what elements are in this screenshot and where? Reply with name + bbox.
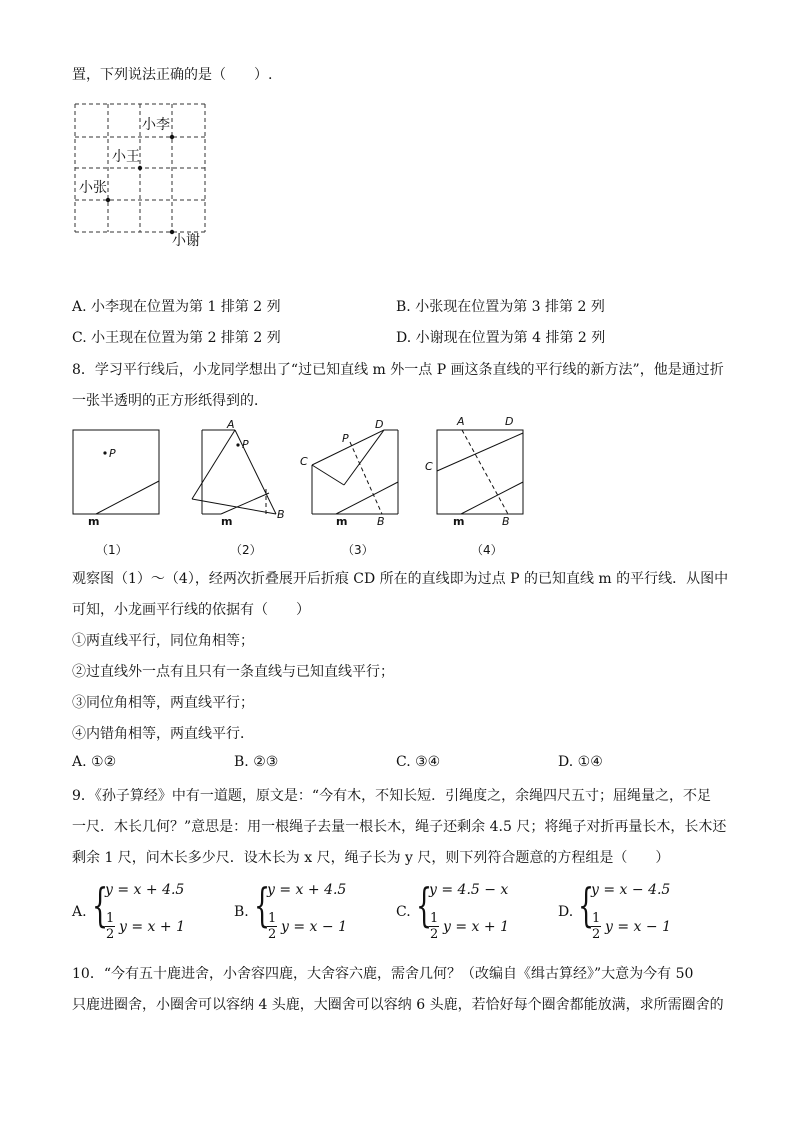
q9-option-d[interactable]: D. { y = x − 4.5 $\frac{1}{2}$ y = x − 1 <box>558 878 671 942</box>
q7-seating-grid <box>70 98 220 258</box>
label-wang: 小王 <box>112 149 140 165</box>
zhang-dot <box>106 198 110 202</box>
fig4-square <box>437 430 523 514</box>
fig1-label-m: m <box>88 515 100 528</box>
fig1-square <box>73 430 159 514</box>
fig3-label-b: B <box>377 515 385 528</box>
q7-option-c[interactable]: C. 小王现在位置为第 2 排第 2 列 <box>72 330 281 346</box>
q8-line3: 观察图（1）～（4），经两次折叠展开后折痕 CD 所在的直线即为过点 P 的已知直线 m 的平行线．从图中 <box>72 571 729 587</box>
q10-line2: 只鹿进圈舍，小圈舍可以容纳 4 头鹿，大圈舍可以容纳 6 头鹿，若恰好每个圈舍都能放满，求所需圈舍的 <box>72 997 724 1013</box>
q10-line1: 10．“今有五十鹿进舍，小舍容四鹿，大舍容六鹿，需舍几何？（改编自《缉古算经》”大意为今有 50 <box>72 966 694 982</box>
fig1-label-p: P <box>109 447 116 460</box>
q7-option-a[interactable]: A. 小李现在位置为第 1 排第 2 列 <box>72 299 281 315</box>
q8-reason-4: ④内错角相等，两直线平行． <box>72 726 254 742</box>
q9-option-c[interactable]: C. { y = 4.5 − x $\frac{1}{2}$ y = x + 1 <box>396 878 509 942</box>
wang-dot <box>138 166 142 170</box>
q9-line3: 剩余 1 尺，问木长多少尺．设木长为 x 尺，绳子长为 y 尺，则下列符合题意的方程组是（ ） <box>72 850 670 866</box>
q8-line1: 8．学习平行线后，小龙同学想出了“过已知直线 m 外一点 P 画这条直线的平行线的新方法”，他是通过折 <box>72 362 724 378</box>
q8-line4: 可知，小龙画平行线的依据有（ ） <box>72 602 310 618</box>
fig4-caption: （4） <box>471 543 503 557</box>
q9-line1: 9．《孙子算经》中有一道题，原文是：“今有木，不知长短．引绳度之，余绳四尺五寸；屈绳量之，不足 <box>72 788 712 804</box>
q8-reason-3: ③同位角相等，两直线平行； <box>72 695 254 711</box>
brace: { <box>416 878 433 932</box>
fig2-label-p: P <box>242 438 249 451</box>
fig3-label-c: C <box>300 455 308 468</box>
fig4-label-d: D <box>505 415 514 428</box>
q8-option-c[interactable]: C. ③④ <box>396 754 441 770</box>
fig2-label-m: m <box>221 515 233 528</box>
q9-option-a[interactable]: A. { y = x + 4.5 $\frac{1}{2}$ y = x + 1 <box>72 878 185 942</box>
fig3-label-p: P <box>342 432 349 445</box>
q9-line2: 一尺．木长几何？”意思是：用一根绳子去量一根长木，绳子还剩余 4.5 尺；将绳子对折再量长木，长木还 <box>72 819 727 835</box>
fig3-label-m: m <box>336 515 348 528</box>
q8-folding-figures <box>64 415 534 560</box>
q9-option-b[interactable]: B. { y = x + 4.5 $\frac{1}{2}$ y = x − 1 <box>234 878 347 942</box>
fig3-caption: （3） <box>342 543 374 557</box>
brace: { <box>254 878 271 932</box>
q7-option-d[interactable]: D. 小谢现在位置为第 4 排第 2 列 <box>396 330 606 346</box>
fig4-label-m: m <box>453 515 465 528</box>
fig3-label-d: D <box>375 418 384 431</box>
q8-line2: 一张半透明的正方形纸得到的． <box>72 393 268 409</box>
fig1-line-m <box>96 481 159 514</box>
fig2-label-b: B <box>277 508 285 521</box>
fig1-caption: （1） <box>96 543 128 557</box>
fig2-caption: （2） <box>230 543 262 557</box>
q8-reason-2: ②过直线外一点有且只有一条直线与已知直线平行； <box>72 664 394 680</box>
label-li: 小李 <box>142 117 170 133</box>
fig4-label-c: C <box>425 460 433 473</box>
fig2-label-a: A <box>227 418 235 431</box>
fig4-label-b: B <box>502 515 510 528</box>
q8-option-a[interactable]: A. ①② <box>72 754 117 770</box>
li-dot <box>170 135 174 139</box>
q8-option-b[interactable]: B. ②③ <box>234 754 279 770</box>
q8-option-d[interactable]: D. ①④ <box>558 754 603 770</box>
brace: { <box>578 878 595 932</box>
label-zhang: 小张 <box>79 180 107 196</box>
q7-intro: 置，下列说法正确的是（ ）. <box>72 67 273 83</box>
q8-reason-1: ①两直线平行，同位角相等； <box>72 633 254 649</box>
q7-option-b[interactable]: B. 小张现在位置为第 3 排第 2 列 <box>396 299 605 315</box>
brace: { <box>92 878 109 932</box>
fig4-label-a: A <box>457 415 465 428</box>
label-xie: 小谢 <box>172 233 200 249</box>
